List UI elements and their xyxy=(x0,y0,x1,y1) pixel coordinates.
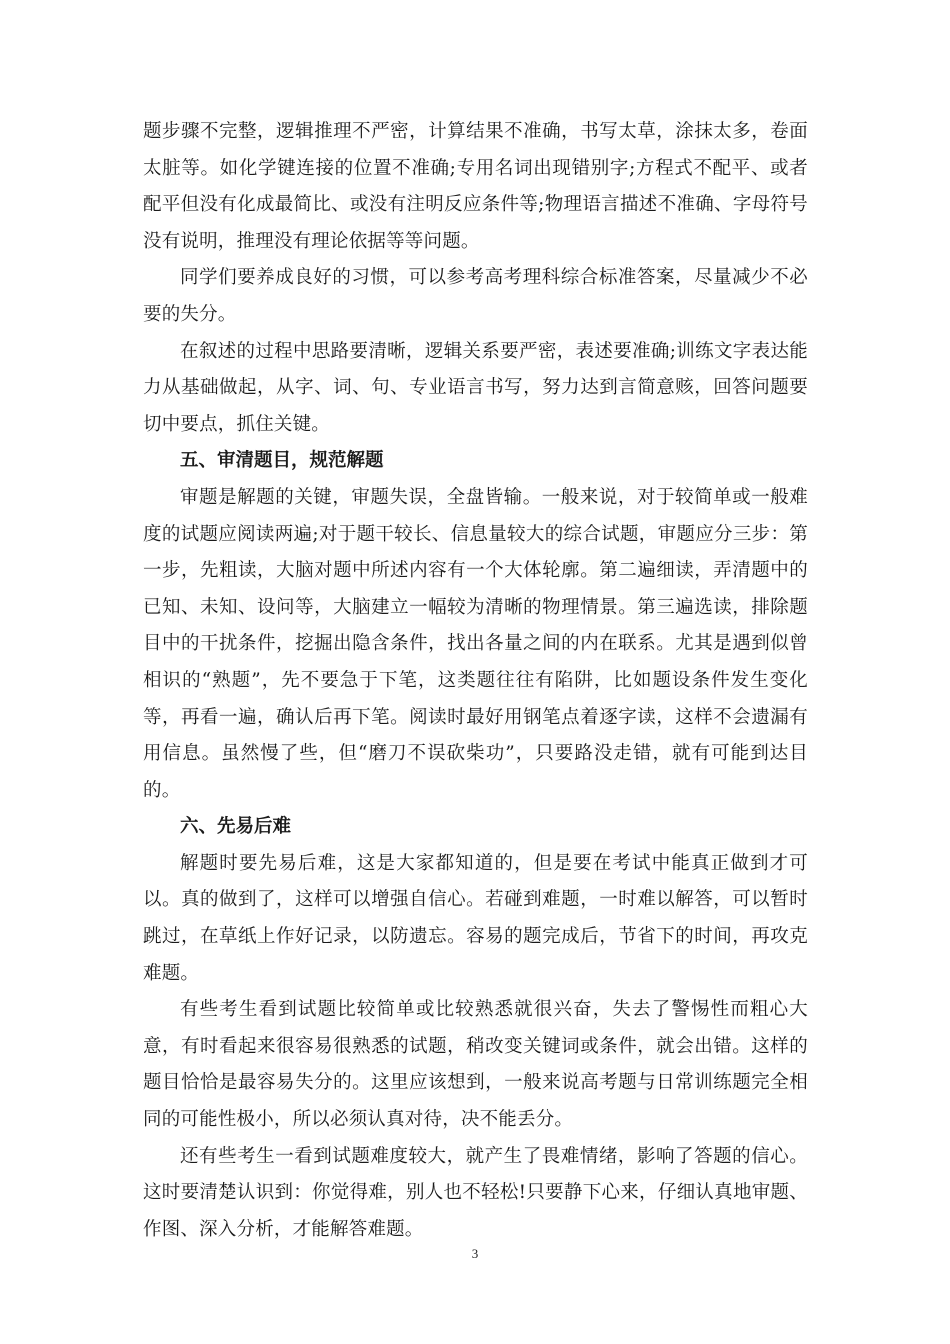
paragraph-carelessness: 有些考生看到试题比较简单或比较熟悉就很兴奋，失去了警惕性而粗心大意，有时看起来很容易很熟悉的试题，稍改变关键词或条件，就会出错。这样的题目恰恰是最容易失分的。这里应该想到，一般来说高考题与日常训练题完全相同的可能性极小，所以必须认真对待，决不能丢分。 xyxy=(143,999,808,1131)
section-heading-6: 六、先易后难 xyxy=(180,816,292,838)
paragraph-reading-questions: 审题是解题的关键，审题失误，全盘皆输。一般来说，对于较简单或一般难度的试题应阅读两遍;对于题干较长、信息量较大的综合试题，审题应分三步：第一步，先粗读，大脑对题中所述内容有一个大体轮廓。第二遍细读，弄清题中的已知、未知、设问等，大脑建立一幅较为清晰的物理情景。第三遍选读，排除题目中的干扰条件，挖掘出隐含条件，找出各量之间的内在联系。尤其是遇到似曾相识的“熟题”，先不要急于下笔，这类题往往有陷阱，比如题设条件发生变化等，再看一遍，确认后再下笔。阅读时最好用钢笔点着逐字读，这样不会遗漏有用信息。虽然慢了些，但“磨刀不误砍柴功”，只要路没走错，就有可能到达目的。 xyxy=(143,486,808,801)
section-heading-5: 五、审清题目，规范解题 xyxy=(180,450,384,472)
paragraph-errors: 题步骤不完整，逻辑推理不严密，计算结果不准确，书写太草，涂抹太多，卷面太脏等。如化学键连接的位置不准确;专用名词出现错别字;方程式不配平、或者配平但没有化成最简比、或没有注明反应条件等;物理语言描述不准确、字母符号没有说明，推理没有理论依据等等问题。 xyxy=(143,121,808,252)
paragraph-difficult-questions: 还有些考生一看到试题难度较大，就产生了畏难情绪，影响了答题的信心。这时要清楚认识到：你觉得难，别人也不轻松!只要静下心来，仔细认真地审题、作图、深入分析，才能解答难题。 xyxy=(143,1145,808,1240)
paragraph-expression: 在叙述的过程中思路要清晰，逻辑关系要严密，表述要准确;训练文字表达能力从基础做起，从字、词、句、专业语言书写，努力达到言简意赅，回答问题要切中要点，抓住关键。 xyxy=(143,340,808,435)
paragraph-easy-first: 解题时要先易后难，这是大家都知道的，但是要在考试中能真正做到才可以。真的做到了，这样可以增强自信心。若碰到难题，一时难以解答，可以暂时跳过，在草纸上作好记录，以防遗忘。容易的题完成后，节省下的时间，再攻克难题。 xyxy=(143,852,808,984)
paragraph-habits: 同学们要养成良好的习惯，可以参考高考理科综合标准答案，尽量减少不必要的失分。 xyxy=(143,267,808,325)
document-body xyxy=(143,114,808,1248)
page-number: 3 xyxy=(471,1246,479,1261)
